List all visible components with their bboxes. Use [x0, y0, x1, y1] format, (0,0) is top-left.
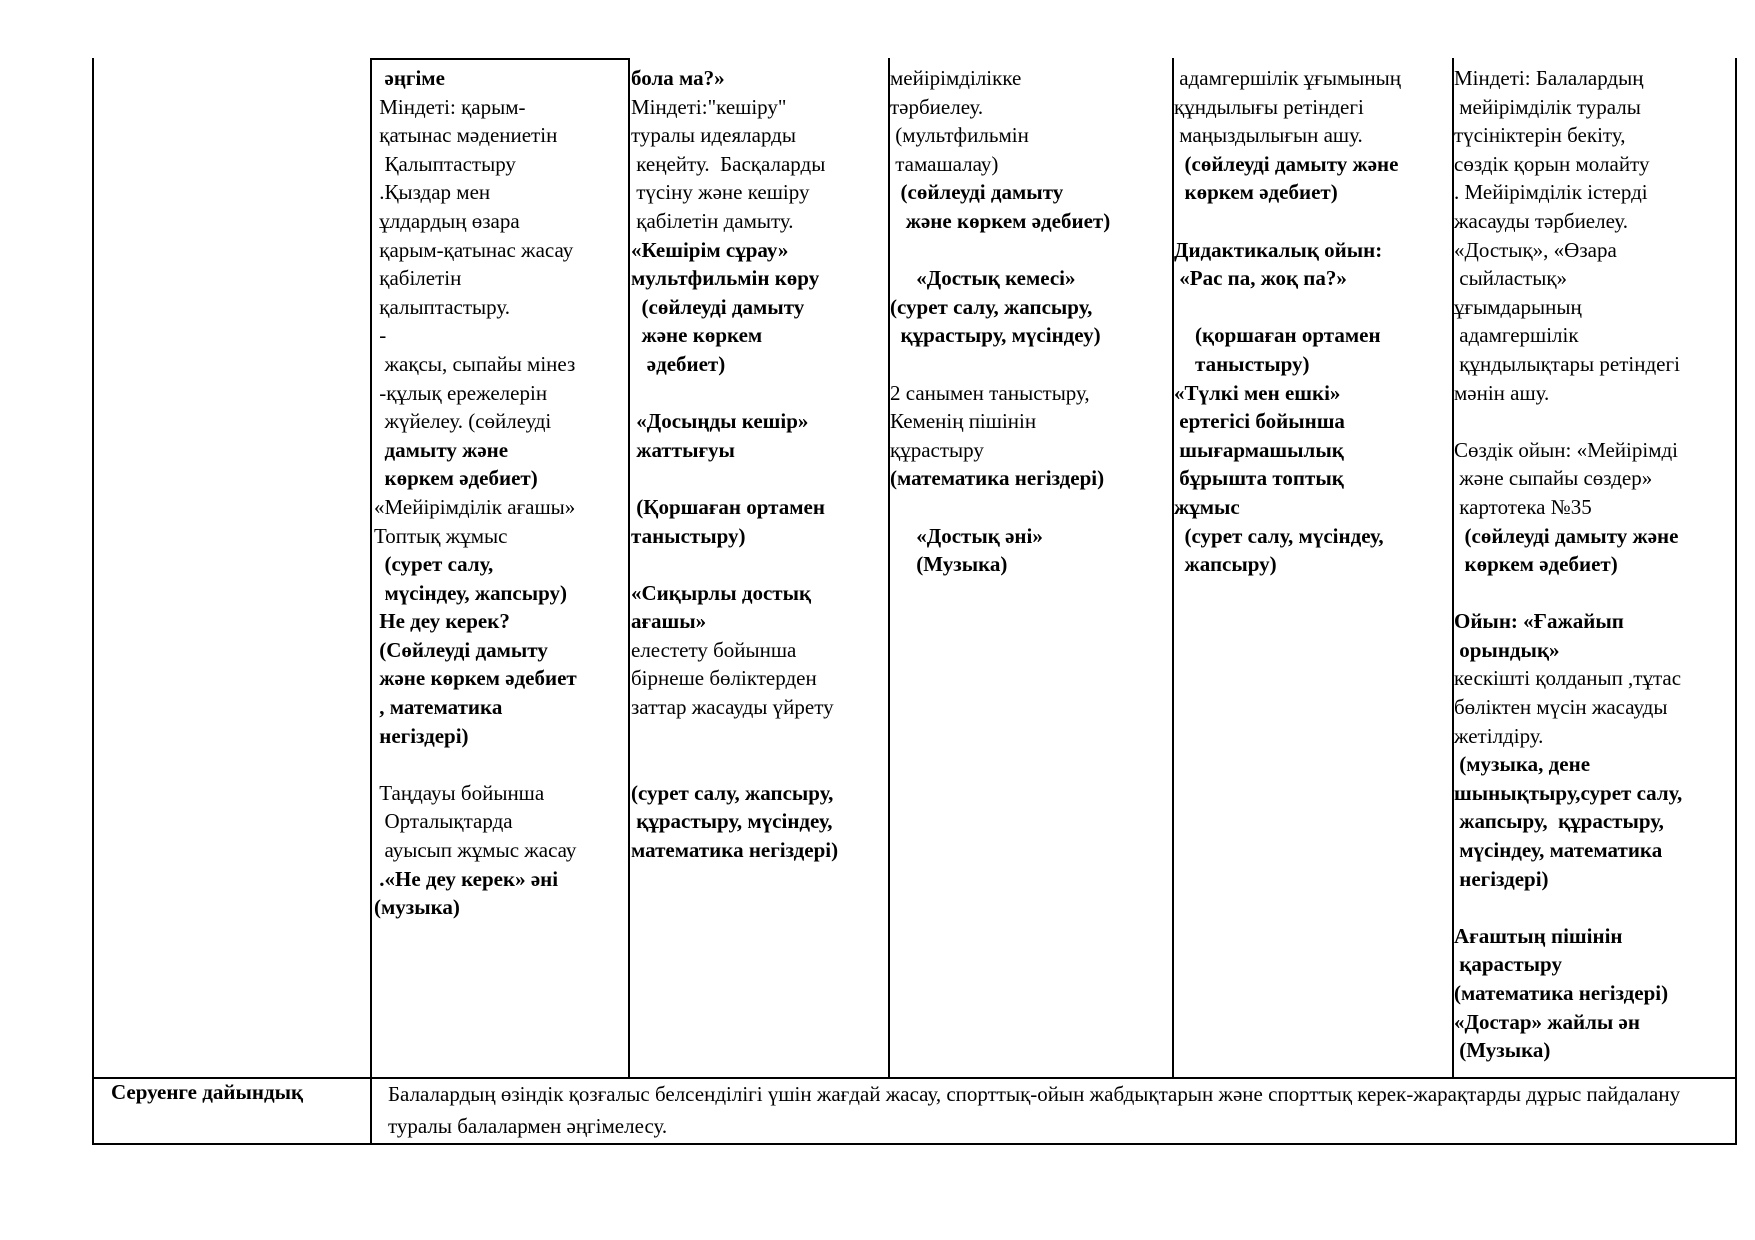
cell-text-line: Топтық жұмыс: [374, 523, 508, 548]
cell-text-line: «Сиқырлы достық: [631, 580, 812, 605]
cell-text-line: [1174, 207, 1452, 236]
cell-text-line: «Досыңды кешір»: [631, 409, 809, 434]
cell-text-line: Міндеті:"кешіру": [631, 94, 787, 119]
cell-text-line: кескішті қолданып ,тұтас: [1454, 666, 1682, 691]
cell-text-line: (сөйлеуді дамыту және: [1454, 523, 1679, 548]
cell-text-line: шынықтыру,сурет салу,: [1454, 780, 1683, 805]
cell-text-line: Міндеті: қарым-: [374, 94, 526, 119]
cell-text-line: Ағаштың пішінін: [1454, 923, 1623, 948]
cell-text-line: әңгіме: [374, 66, 445, 90]
cell-text-line: [1454, 407, 1736, 436]
cell-text-line: [1454, 893, 1736, 922]
activity-cell-col3: [890, 64, 1172, 579]
cell-text-line: ертегісі бойынша: [1174, 409, 1345, 434]
cell-text-line: құндылықтары ретіндегі: [1454, 351, 1680, 376]
cell-text-line: жасауды тәрбиелеу.: [1454, 208, 1629, 233]
cell-text-line: (сурет салу, жапсыру,: [631, 780, 834, 805]
cell-text-line: Міндеті: Балалардың: [1454, 66, 1644, 90]
cell-text-line: (Музыка): [890, 552, 1008, 577]
cell-text-line: (сурет салу, мүсіндеу,: [1174, 523, 1384, 548]
cell-text-line: «Мейірімділік ағашы»: [374, 494, 576, 519]
cell-text-line: қабілетін: [374, 266, 462, 291]
cell-text-line: (Қоршаған ортамен: [631, 494, 825, 519]
cell-text-line: «Достық», «Өзара: [1454, 237, 1617, 262]
cell-text-line: Сөздік ойын: «Мейірімді: [1454, 437, 1678, 462]
cell-text-line: (Музыка): [1454, 1038, 1551, 1063]
cell-text-line: қабілетін дамыту.: [631, 208, 794, 233]
cell-text-line: «Рас па, жоқ па?»: [1174, 266, 1347, 291]
cell-text-line: , математика: [374, 695, 503, 720]
cell-text-line: [631, 722, 887, 751]
cell-text-line: құрастыру, мүсіндеу,: [631, 809, 833, 834]
cell-text-line: бұрышта топтық: [1174, 466, 1344, 491]
cell-text-line: «Кешірім сұрау»: [631, 237, 789, 262]
cell-text-line: Қалыптастыру: [374, 151, 516, 176]
cell-text-line: Таңдауы бойынша: [374, 780, 545, 805]
cell-text-line: Кеменің пішінін: [890, 409, 1037, 434]
cell-text-line: ұлдардың өзара: [374, 208, 520, 233]
activity-cell-col4: [1174, 64, 1452, 579]
table-bottom-border: [92, 1143, 1737, 1145]
cell-text-line: мейірімділікке: [890, 66, 1022, 90]
cell-text-line: . Мейірімділік істерді: [1454, 180, 1648, 205]
cell-text-line: таныстыру): [1174, 351, 1310, 376]
cell-text-line: Не деу керек?: [374, 609, 510, 634]
cell-text-line: жапсыру, құрастыру,: [1454, 809, 1664, 834]
walk-preparation-label: Серуенге дайындық: [111, 1080, 304, 1104]
cell-text-line: адамгершілік ұғымының: [1174, 66, 1402, 90]
cell-text-line: -құлық ережелерін: [374, 380, 548, 405]
cell-text-line: адамгершілік: [1454, 323, 1579, 348]
cell-text-line: [890, 236, 1172, 265]
column-divider-1: [370, 58, 372, 1145]
cell-text-line: негіздері): [374, 723, 469, 748]
cell-text-line: Дидактикалық ойын:: [1174, 237, 1383, 262]
cell-text-line: елестету бойынша: [631, 637, 797, 662]
cell-text-line: математика негіздері): [631, 838, 839, 863]
table-top-border: [370, 58, 628, 60]
cell-text-line: мәнін ашу.: [1454, 380, 1550, 405]
cell-text-line: (математика негіздері): [890, 466, 1105, 491]
cell-text-line: «Түлкі мен ешкі»: [1174, 380, 1341, 405]
cell-text-line: сыйластық»: [1454, 266, 1568, 291]
cell-text-line: құрастыру: [890, 437, 984, 462]
cell-text-line: бола ма?»: [631, 66, 725, 90]
cell-text-line: [374, 750, 626, 779]
cell-text-line: картотека №35: [1454, 494, 1592, 519]
cell-text-line: [631, 464, 887, 493]
cell-text-line: қарым-қатынас жасау: [374, 237, 574, 262]
cell-text-line: және көркем әдебиет: [374, 666, 577, 691]
cell-text-line: әдебиет): [631, 351, 726, 376]
cell-text-line: (мультфильмін: [890, 123, 1029, 148]
cell-text-line: бірнеше бөліктерден: [631, 666, 817, 691]
cell-text-line: бөліктен мүсін жасауды: [1454, 695, 1668, 720]
cell-text-line: ағашы»: [631, 609, 707, 634]
activity-cell-col5: [1454, 64, 1736, 1065]
cell-text-line: [1454, 579, 1736, 608]
cell-text-line: сөздік қорын молайту: [1454, 151, 1650, 176]
cell-text-line: шығармашылық: [1174, 437, 1344, 462]
cell-text-line: Ойын: «Ғажайып: [1454, 609, 1624, 634]
cell-text-line: және көркем әдебиет): [890, 208, 1111, 233]
walk-preparation-text: Балалардың өзіндік қозғалыс белсенділігі үшін жағдай жасау, спорттық-ойын жабдықтарын және спорттық керек-жарақтарды дұрыс пайдалану туралы балалармен әңгімелесу.: [388, 1082, 1681, 1138]
cell-text-line: (сөйлеуді дамыту және: [1174, 151, 1399, 176]
cell-text-line: және көркем: [631, 323, 763, 348]
cell-text-line: (математика негіздері): [1454, 981, 1669, 1005]
cell-text-line: (музыка): [374, 895, 460, 920]
cell-text-line: негіздері): [1454, 866, 1549, 891]
cell-text-line: «Достар» жайлы ән: [1454, 1009, 1640, 1034]
cell-text-line: жетілдіру.: [1454, 723, 1544, 748]
cell-text-line: түсіну және кешіру: [631, 180, 810, 205]
cell-text-line: «Достық әні»: [890, 523, 1043, 548]
cell-text-line: кеңейту. Басқаларды: [631, 151, 826, 176]
activity-cell-col1: [374, 64, 626, 922]
cell-text-line: мультфильмін көру: [631, 266, 820, 291]
cell-text-line: (сөйлеуді дамыту: [631, 294, 805, 319]
cell-text-line: [631, 550, 887, 579]
cell-text-line: жүйелеу. (сөйлеуді: [374, 409, 552, 434]
cell-text-line: дамыту және: [374, 437, 509, 462]
cell-text-line: (Сөйлеуді дамыту: [374, 637, 548, 662]
cell-text-line: құндылығы ретіндегі: [1174, 94, 1364, 119]
cell-text-line: ауысып жұмыс жасау: [374, 838, 577, 863]
cell-text-line: тәрбиелеу.: [890, 94, 984, 119]
cell-text-line: [631, 750, 887, 779]
cell-text-line: «Достық кемесі»: [890, 266, 1076, 291]
cell-text-line: .Қыздар мен: [374, 180, 491, 205]
cell-text-line: маңыздылығын ашу.: [1174, 123, 1363, 148]
cell-text-line: қалыптастыру.: [374, 294, 511, 319]
cell-text-line: жапсыру): [1174, 552, 1277, 577]
cell-text-line: қарастыру: [1454, 952, 1562, 977]
cell-text-line: [1174, 293, 1452, 322]
cell-text-line: -: [374, 323, 387, 348]
cell-text-line: [631, 379, 887, 408]
cell-text-line: орындық»: [1454, 637, 1560, 662]
cell-text-line: мүсіндеу, математика: [1454, 838, 1663, 863]
cell-text-line: ұғымдарының: [1454, 294, 1582, 319]
cell-text-line: 2 санымен таныстыру,: [890, 380, 1090, 405]
cell-text-line: таныстыру): [631, 523, 746, 548]
cell-text-line: (қоршаған ортамен: [1174, 323, 1381, 348]
cell-text-line: [890, 493, 1172, 522]
cell-text-line: (сурет салу,: [374, 552, 494, 577]
cell-text-line: мейірімділік туралы: [1454, 94, 1641, 119]
cell-text-line: (музыка, дене: [1454, 752, 1591, 777]
cell-text-line: жұмыс: [1174, 494, 1240, 519]
activity-cell-col2: [631, 64, 887, 865]
cell-text-line: қатынас мәдениетін: [374, 123, 558, 148]
cell-text-line: (сөйлеуді дамыту: [890, 180, 1064, 205]
cell-text-line: заттар жасауды үйрету: [631, 695, 834, 720]
cell-text-line: құрастыру, мүсіндеу): [890, 323, 1101, 348]
cell-text-line: тамашалау): [890, 151, 999, 176]
cell-text-line: (сурет салу, жапсыру,: [890, 294, 1093, 319]
cell-text-line: жақсы, сыпайы мінез: [374, 351, 576, 376]
table-border-left: [92, 58, 94, 1145]
cell-text-line: көркем әдебиет): [1174, 180, 1338, 205]
cell-text-line: және сыпайы сөздер»: [1454, 466, 1653, 491]
column-divider-2: [628, 58, 630, 1077]
cell-text-line: .«Не деу керек» әні: [374, 866, 559, 891]
cell-text-line: көркем әдебиет): [1454, 552, 1618, 577]
cell-text-line: жаттығуы: [631, 437, 735, 462]
cell-text-line: [890, 350, 1172, 379]
cell-text-line: Орталықтарда: [374, 809, 513, 834]
cell-text-line: туралы идеяларды: [631, 123, 796, 148]
cell-text-line: түсініктерін бекіту,: [1454, 123, 1626, 148]
cell-text-line: мүсіндеу, жапсыру): [374, 580, 568, 605]
cell-text-line: көркем әдебиет): [374, 466, 538, 491]
